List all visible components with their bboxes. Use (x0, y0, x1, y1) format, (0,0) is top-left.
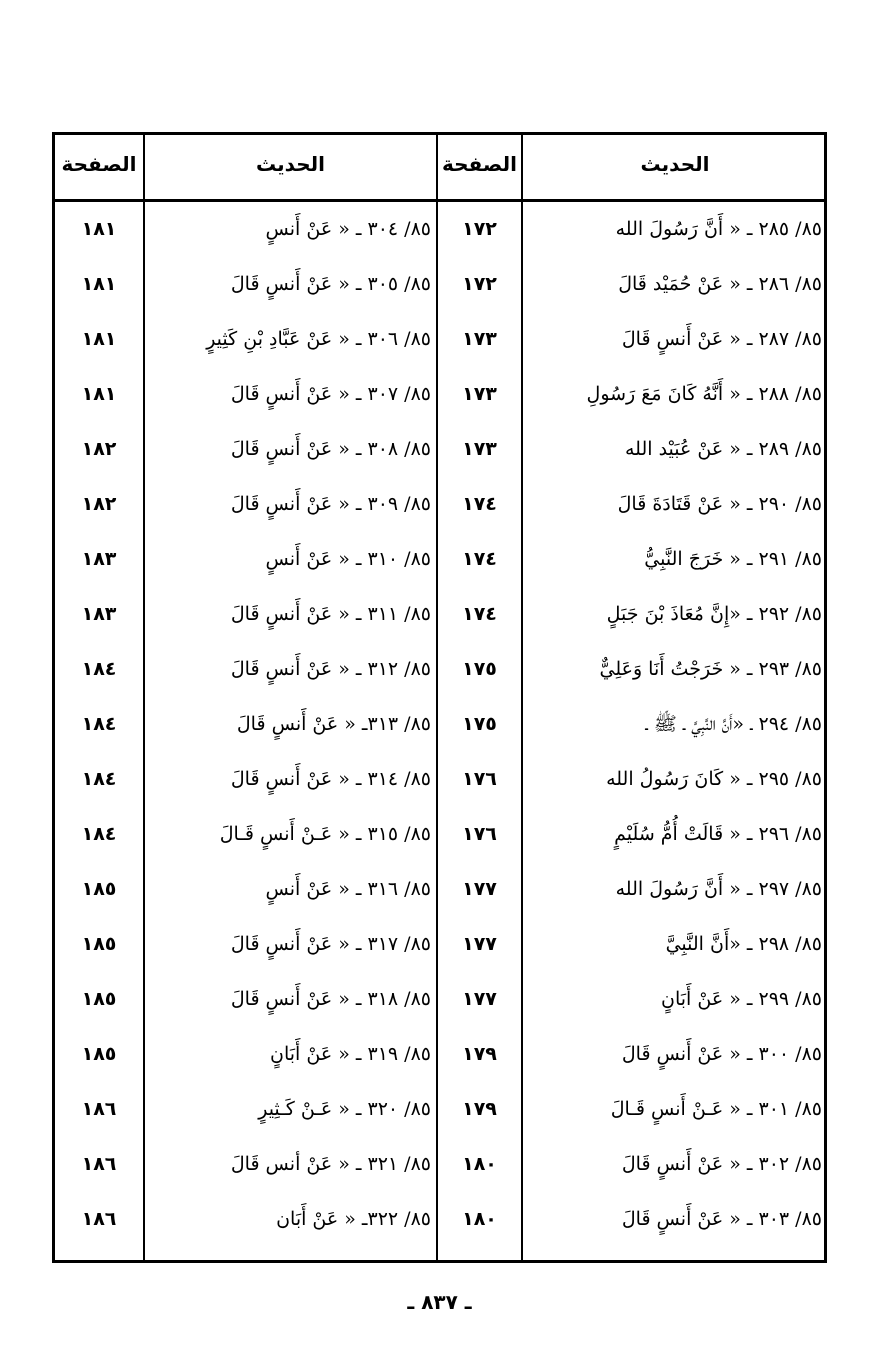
left-hadith-cell: ٨٥/ ٣١٤ ـ « عَنْ أَنسٍ قَالَ (230, 768, 431, 790)
left-hadith-cell: ٨٥/ ٣١٢ ـ « عَنْ أَنسٍ قَالَ (230, 658, 431, 680)
right-hadith-cell: ٨٥/ ٢٩٧ ـ « أَنَّ رَسُولَ الله (615, 878, 822, 900)
left-hadith-cell: ٨٥/ ٣٠٧ ـ « عَنْ أَنسٍ قَالَ (230, 383, 431, 405)
right-page-cell: ١٨٠ (462, 1153, 497, 1175)
table-row (55, 1137, 824, 1192)
right-page-cell: ١٧٧ (462, 933, 497, 955)
left-page-cell: ١٨٣ (81, 548, 117, 570)
right-hadith-cell: ٨٥/ ٢٨٧ ـ « عَنْ أَنسٍ قَالَ (621, 328, 822, 350)
left-hadith-cell: ٨٥/ ٣١٧ ـ « عَنْ أَنسٍ قَالَ (230, 933, 431, 955)
right-page-cell: ١٧٩ (462, 1098, 497, 1120)
left-page-cell: ١٨٢ (81, 438, 117, 460)
left-page-cell: ١٨٥ (81, 933, 117, 955)
left-hadith-cell: ٨٥/ ٣١٨ ـ « عَنْ أَنسٍ قَالَ (230, 988, 431, 1010)
table-row (55, 752, 824, 807)
left-page-cell: ١٨٢ (81, 493, 117, 515)
right-hadith-cell: ٨٥/ ٢٨٥ ـ « أَنَّ رَسُولَ الله (615, 218, 822, 240)
left-page-cell: ١٨٥ (81, 988, 117, 1010)
header-page-right: الصفحة (441, 152, 517, 176)
header-hadith-right: الحديث (640, 152, 710, 176)
left-hadith-cell: ٨٥/ ٣١٩ ـ « عَنْ أَبَانٍ (270, 1043, 431, 1065)
header-page-left: الصفحة (61, 152, 137, 176)
right-hadith-cell: ٨٥/ ٢٩٤ ـ «أَنَّ النَّبِيَّ ـ ﷺ ـ (645, 713, 822, 735)
right-hadith-cell: ٨٥/ ٣٠٠ ـ « عَنْ أَنسٍ قَالَ (621, 1043, 822, 1065)
right-hadith-cell: ٨٥/ ٢٩٩ ـ « عَنْ أَبَانٍ (661, 988, 822, 1010)
right-page-cell: ١٧٧ (462, 878, 497, 900)
left-hadith-cell: ٨٥/ ٣٠٥ ـ « عَنْ أَنسٍ قَالَ (230, 273, 431, 295)
table-row (55, 642, 824, 697)
right-hadith-cell: ٨٥/ ٢٩٦ ـ « قَالَتْ أُمُّ سُلَيْمٍ (614, 823, 822, 845)
left-hadith-cell: ٨٥/ ٣٢١ ـ « عَنْ أنس قَالَ (230, 1153, 431, 1175)
table-row (55, 697, 824, 752)
table-row (55, 972, 824, 1027)
table-row (55, 1082, 824, 1137)
right-page-cell: ١٨٠ (462, 1208, 497, 1230)
table-row (55, 477, 824, 532)
left-page-cell: ١٨٦ (81, 1153, 117, 1175)
left-page-cell: ١٨٥ (81, 1043, 117, 1065)
left-hadith-cell: ٨٥/ ٣٢٢ـ « عَنْ أَبَان (276, 1208, 431, 1230)
table-row (55, 532, 824, 587)
left-hadith-cell: ٨٥/ ٣٠٩ ـ « عَنْ أَنسٍ قَالَ (230, 493, 431, 515)
left-hadith-cell: ٨٥/ ٣١١ ـ « عَنْ أَنسٍ قَالَ (230, 603, 431, 625)
right-page-cell: ١٧٩ (462, 1043, 497, 1065)
left-page-cell: ١٨١ (81, 383, 117, 405)
page-number: ـ ٨٣٧ ـ (407, 1290, 472, 1314)
left-page-cell: ١٨١ (81, 328, 117, 350)
right-hadith-cell: ٨٥/ ٣٠١ ـ « عَـنْ أَنسٍ قَـالَ (610, 1098, 822, 1120)
right-page-cell: ١٧٧ (462, 988, 497, 1010)
table-row (55, 1027, 824, 1082)
right-hadith-cell: ٨٥/ ٢٨٨ ـ « أَنَّهُ كَانَ مَعَ رَسُولِ (586, 383, 822, 405)
right-hadith-cell: ٨٥/ ٢٩١ ـ « خَرَجَ النَّبِيُّ (644, 548, 822, 570)
table-row (55, 917, 824, 972)
right-hadith-cell: ٨٥/ ٢٩٠ ـ « عَنْ قَتَادَةَ قَالَ (617, 493, 822, 515)
right-page-cell: ١٧٥ (462, 658, 497, 680)
right-page-cell: ١٧٦ (462, 823, 497, 845)
right-page-cell: ١٧٢ (462, 273, 497, 295)
right-hadith-cell: ٨٥/ ٢٩٢ ـ «إِنَّ مُعَاذَ بْنَ جَبَلٍ (606, 603, 822, 625)
left-hadith-cell: ٨٥/ ٣١٥ ـ « عَـنْ أَنسٍ قَـالَ (219, 823, 431, 845)
left-hadith-cell: ٨٥/ ٣٠٦ ـ « عَنْ عَبَّادِ بْنِ كَثِيرٍ (206, 328, 431, 350)
left-page-cell: ١٨٤ (81, 658, 117, 680)
right-page-cell: ١٧٦ (462, 768, 497, 790)
left-page-cell: ١٨٤ (81, 768, 117, 790)
left-page-cell: ١٨٤ (81, 713, 117, 735)
table-row (55, 587, 824, 642)
left-hadith-cell: ٨٥/ ٣١٦ ـ « عَنْ أَنسٍ (265, 878, 431, 900)
left-page-cell: ١٨١ (81, 273, 117, 295)
right-hadith-cell: ٨٥/ ٢٩٣ ـ « خَرَجْتُ أَنَا وَعَلِيٌّ (599, 658, 822, 680)
left-hadith-cell: ٨٥/ ٣١٣ـ « عَنْ أَنسٍ قَالَ (236, 713, 431, 735)
right-page-cell: ١٧٣ (462, 328, 497, 350)
left-page-cell: ١٨٦ (81, 1098, 117, 1120)
right-hadith-cell: ٨٥/ ٢٩٥ ـ « كَانَ رَسُولُ الله (606, 768, 822, 790)
right-page-cell: ١٧٤ (462, 493, 497, 515)
right-page-cell: ١٧٢ (462, 218, 497, 240)
right-hadith-cell: ٨٥/ ٣٠٣ ـ « عَنْ أَنسٍ قَالَ (621, 1208, 822, 1230)
right-page-cell: ١٧٥ (462, 713, 497, 735)
left-hadith-cell: ٨٥/ ٣٢٠ ـ « عَـنْ كَـثِيرٍ (258, 1098, 431, 1120)
right-page-cell: ١٧٣ (462, 438, 497, 460)
table-row (55, 422, 824, 477)
table-row (55, 312, 824, 367)
left-page-cell: ١٨٦ (81, 1208, 117, 1230)
table-row (55, 862, 824, 917)
index-table (52, 132, 827, 1263)
right-page-cell: ١٧٤ (462, 548, 497, 570)
left-page-cell: ١٨٤ (81, 823, 117, 845)
table-row (55, 367, 824, 422)
left-page-cell: ١٨٣ (81, 603, 117, 625)
right-hadith-cell: ٨٥/ ٢٩٨ ـ «أَنَّ النَّبِيَّ (665, 933, 822, 955)
right-page-cell: ١٧٤ (462, 603, 497, 625)
right-hadith-cell: ٨٥/ ٣٠٢ ـ « عَنْ أَنسٍ قَالَ (621, 1153, 822, 1175)
right-hadith-cell: ٨٥/ ٢٨٦ ـ « عَنْ حُمَيْد قَالَ (618, 273, 822, 295)
header-hadith-left: الحديث (255, 152, 325, 176)
table-row (55, 257, 824, 312)
left-hadith-cell: ٨٥/ ٣٠٤ ـ « عَنْ أَنسٍ (265, 218, 431, 240)
left-hadith-cell: ٨٥/ ٣١٠ ـ « عَنْ أَنسٍ (265, 548, 431, 570)
left-hadith-cell: ٨٥/ ٣٠٨ ـ « عَنْ أَنسٍ قَالَ (230, 438, 431, 460)
table-row (55, 1192, 824, 1247)
right-hadith-cell: ٨٥/ ٢٨٩ ـ « عَنْ عُبَيْد الله (624, 438, 822, 460)
left-page-cell: ١٨٥ (81, 878, 117, 900)
table-row (55, 202, 824, 257)
left-page-cell: ١٨١ (81, 218, 117, 240)
table-row (55, 807, 824, 862)
right-page-cell: ١٧٣ (462, 383, 497, 405)
